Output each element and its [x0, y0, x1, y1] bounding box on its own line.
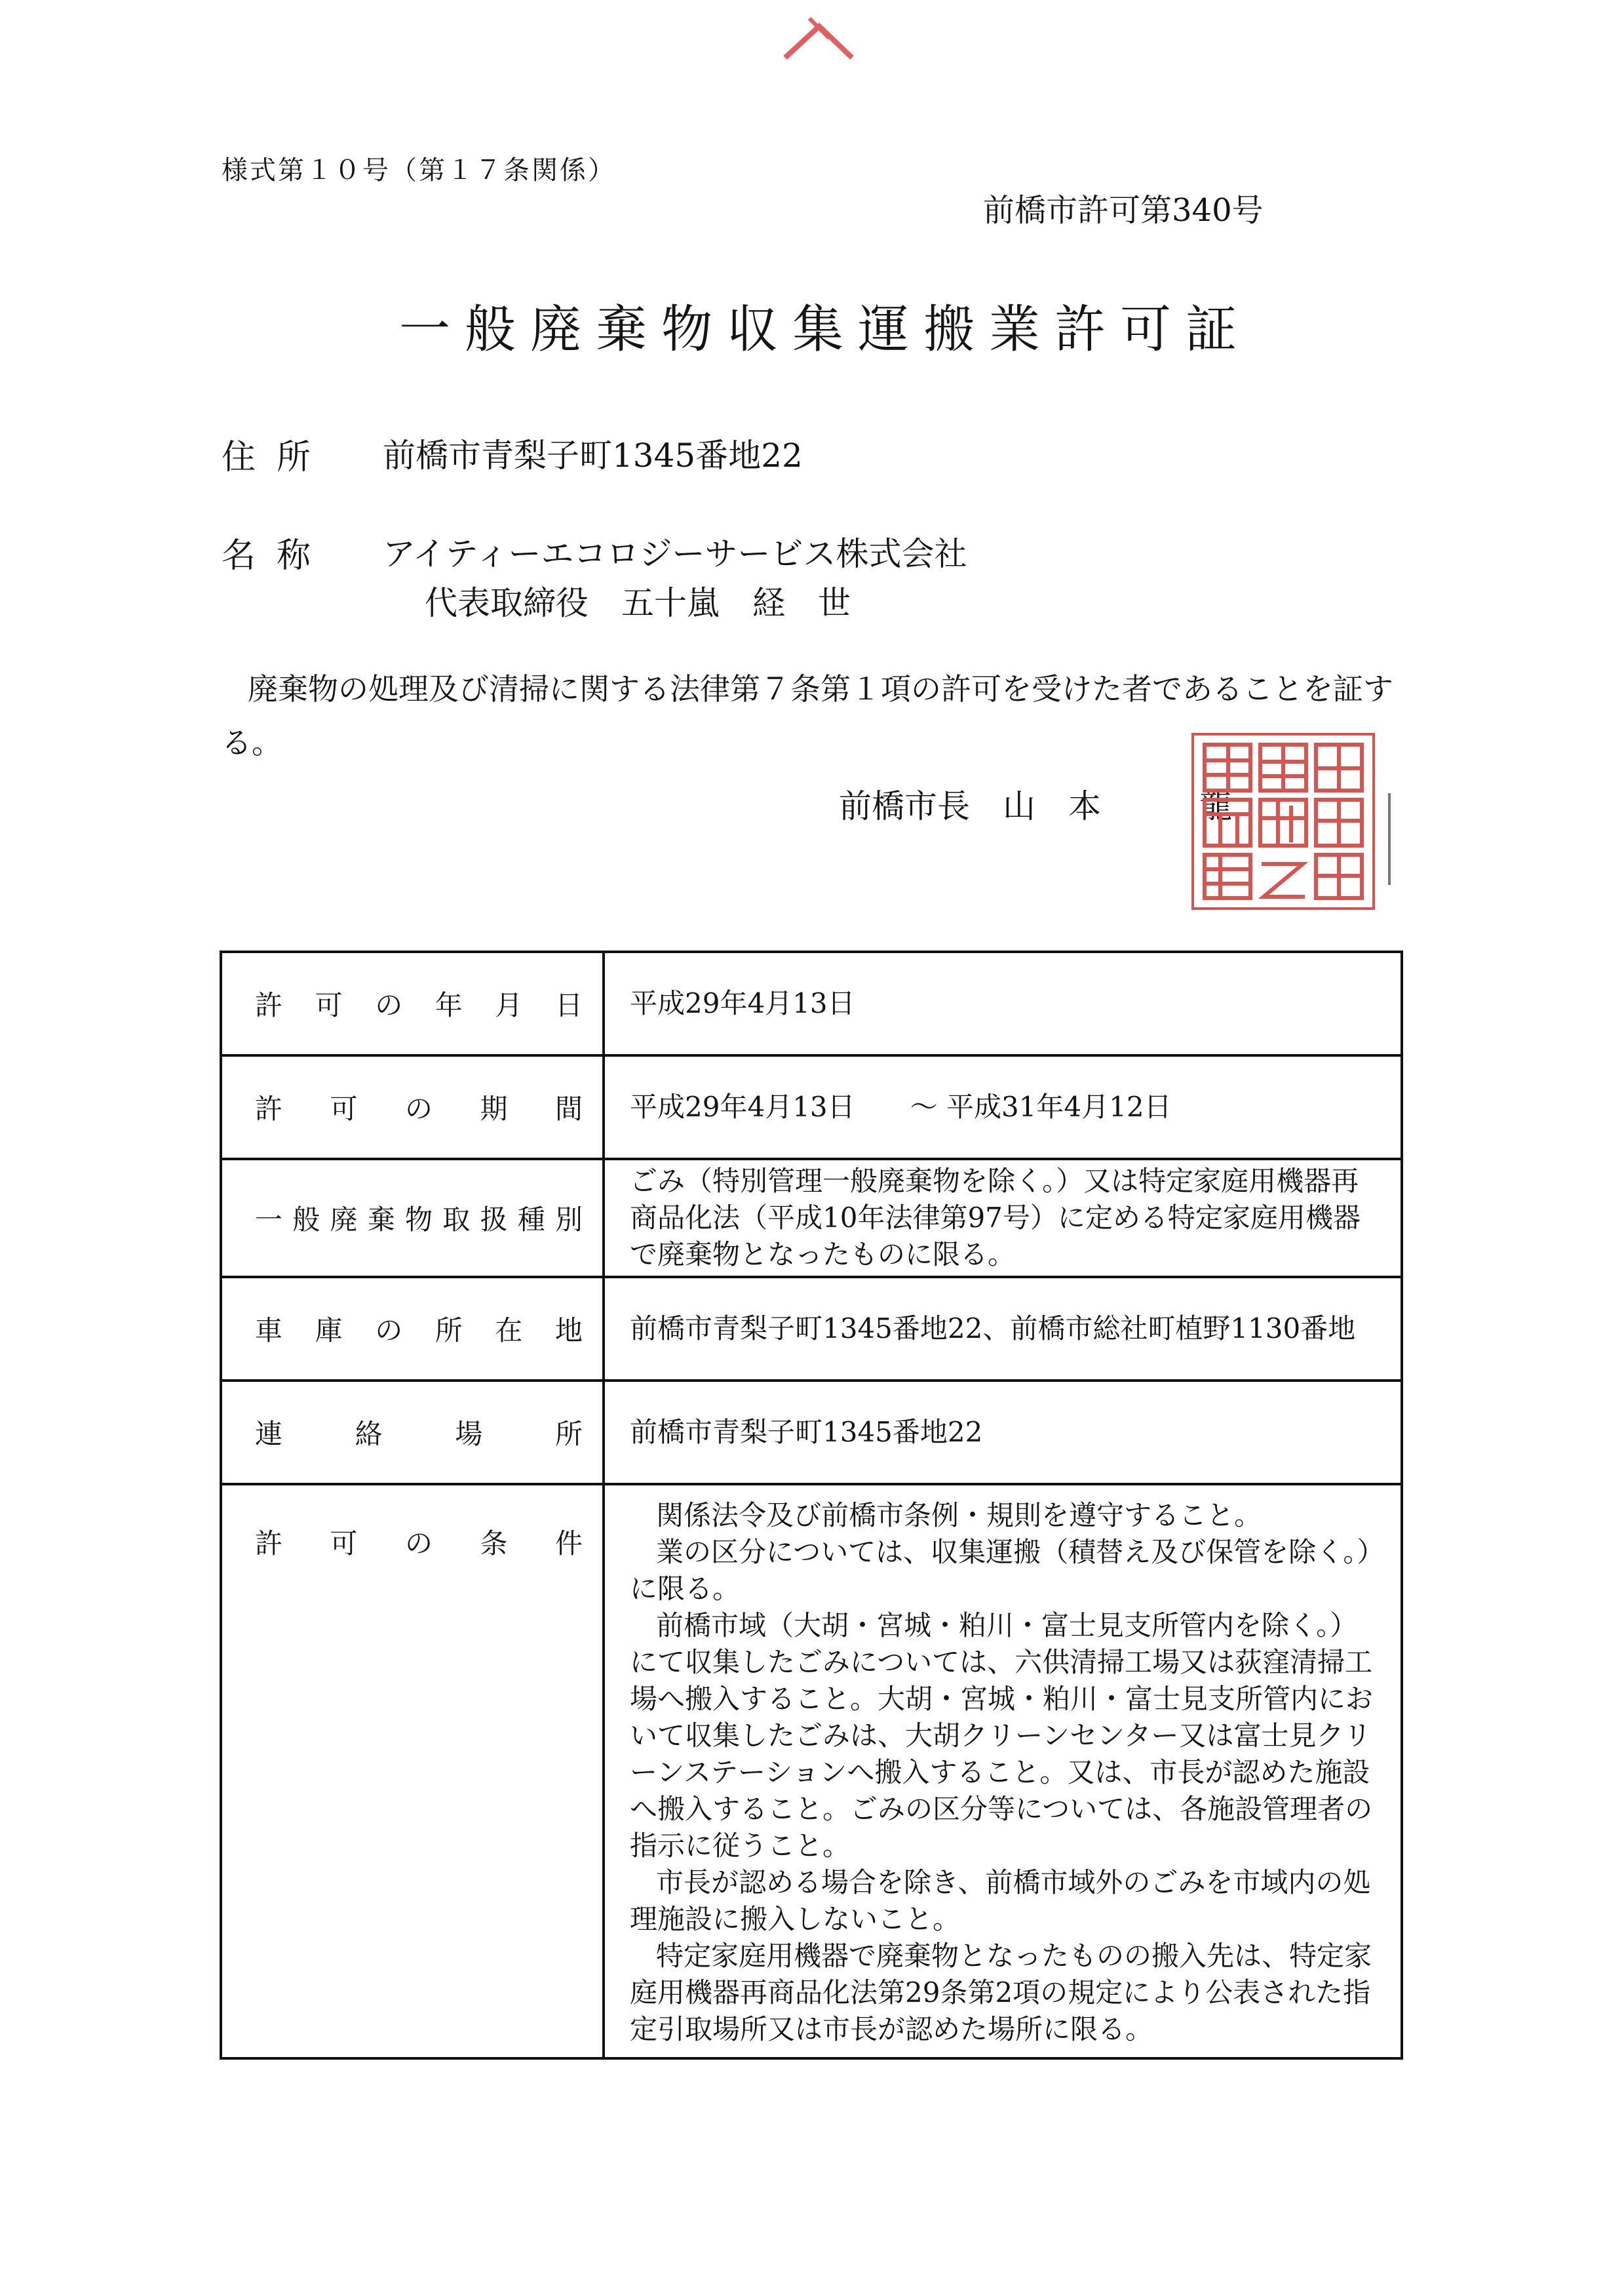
- table-row: [221, 1484, 1402, 2058]
- address-value: 前橋市青梨子町1345番地22: [383, 437, 803, 475]
- condition-item: 特定家庭用機器で廃棄物となったものの搬入先は、特定家庭用機器再商品化法第29条第2項の規定により公表された指定引取場所又は市長が認めた場所に限る。: [630, 1940, 1372, 2045]
- permit-date-value: 平成29年4月13日: [604, 952, 1402, 1055]
- permit-conditions-label: 許可の条件: [221, 1484, 604, 2058]
- margin-line: [1388, 793, 1391, 885]
- name-label: 名称: [222, 536, 332, 576]
- representative-name: 代表取締役 五十嵐 経 世: [425, 584, 851, 622]
- table-row: [221, 1055, 1402, 1159]
- official-seal: [1191, 733, 1375, 910]
- condition-item: 市長が認める場合を除き、前橋市域外のごみを市域内の処理施設に搬入しないこと。: [630, 1866, 1371, 1935]
- condition-item: 前橋市域（大胡・宮城・粕川・富士見支所管内を除く。）にて収集したごみについては、六供清掃工場又は荻窪清掃工場へ搬入すること。大胡・宮城・粕川・富士見支所管内において収集したごみは、大胡クリーンセンター又は富士見クリーンステーションへ搬入すること。又は、市長が認めた施設へ搬入すること。ごみの区分等については、各施設管理者の指示に従うこと。: [630, 1609, 1374, 1862]
- document-title: 一般廃棄物収集運搬業許可証: [398, 300, 1251, 359]
- permit-period-value: 平成29年4月13日 ～ 平成31年4月12日: [604, 1055, 1402, 1159]
- waste-type-label: 一般廃棄物取扱種別: [221, 1159, 604, 1277]
- table-row: [221, 1159, 1402, 1277]
- permit-number: 前橋市許可第340号: [983, 192, 1264, 229]
- seal-image: [1194, 736, 1372, 907]
- form-number: 様式第１０号（第１７条関係）: [222, 155, 616, 186]
- permit-details-table: [220, 951, 1403, 2060]
- mayor-signature: 前橋市長 山 本 龍: [839, 787, 1232, 825]
- address-label: 住所: [222, 438, 332, 477]
- permit-date-label: 許可の年月日: [221, 952, 604, 1055]
- waste-type-value: ごみ（特別管理一般廃棄物を除く。）又は特定家庭用機器再商品化法（平成10年法律第97号）に定める特定家庭用機器で廃棄物となったものに限る。: [604, 1159, 1402, 1277]
- condition-item: 関係法令及び前橋市条例・規則を遵守すること。: [656, 1499, 1262, 1531]
- company-name: アイティーエコロジーサービス株式会社: [383, 535, 967, 573]
- table-row: [221, 952, 1402, 1055]
- contact-location-value: 前橋市青梨子町1345番地22: [604, 1381, 1402, 1484]
- table-row: [221, 1381, 1402, 1484]
- garage-location-label: 車庫の所在地: [221, 1277, 604, 1381]
- corner-stamp-mark: [773, 12, 878, 71]
- conditions-list: [630, 1497, 1377, 2048]
- table-row: [221, 1277, 1402, 1381]
- condition-item: 業の区分については、収集運搬（積替え及び保管を除く。）に限る。: [630, 1536, 1371, 1605]
- permit-conditions-value: [604, 1484, 1402, 2058]
- permit-period-label: 許可の期間: [221, 1055, 604, 1159]
- contact-location-label: 連絡場所: [221, 1381, 604, 1484]
- garage-location-value: 前橋市青梨子町1345番地22、前橋市総社町植野1130番地: [604, 1277, 1402, 1381]
- certification-text: 廃棄物の処理及び清掃に関する法律第７条第１項の許可を受けた者であることを証する。: [222, 671, 1393, 760]
